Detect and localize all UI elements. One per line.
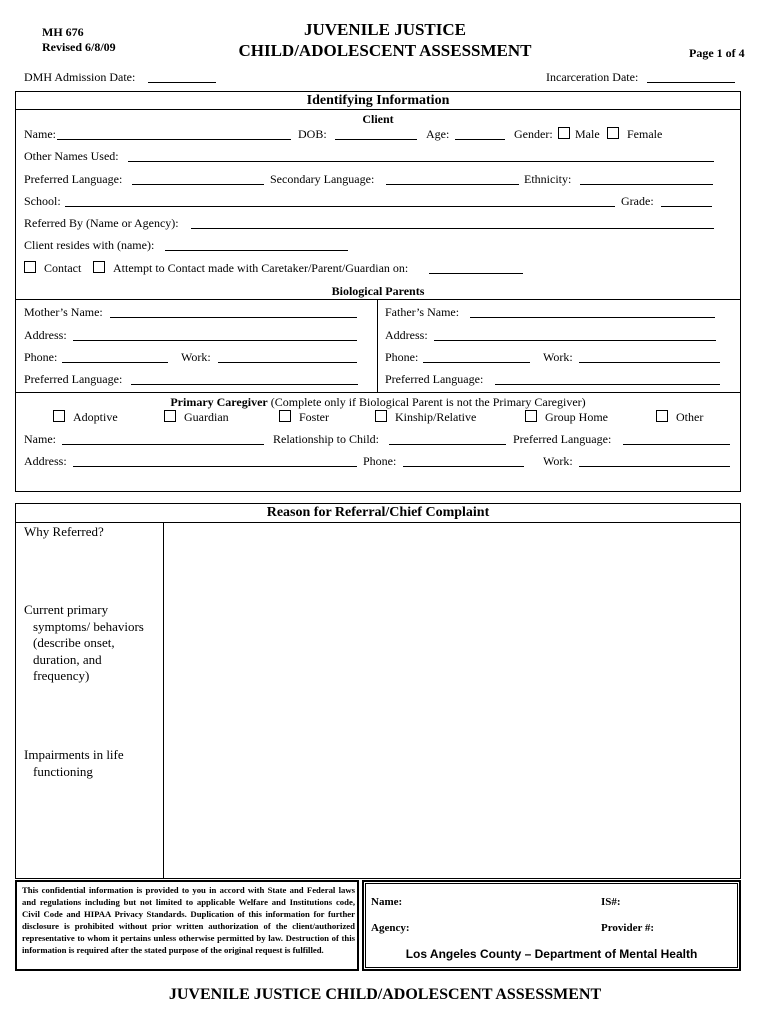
caregiver-preferred-language-field[interactable] (623, 444, 730, 445)
school-label: School: (24, 194, 61, 208)
primary-caregiver-heading (15, 395, 741, 410)
other-names-field[interactable] (128, 161, 714, 162)
incarceration-field[interactable] (647, 82, 735, 83)
client-heading: Client (362, 112, 394, 126)
referral-title-divider (15, 522, 741, 523)
secondary-language-label: Secondary Language: (270, 172, 375, 186)
symptoms-line-4: duration, and (33, 651, 102, 667)
other-names-label: Other Names Used: (24, 149, 119, 163)
caregiver-name-label: Name: (24, 432, 56, 446)
caregiver-relationship-field[interactable] (389, 444, 506, 445)
client-dob-field[interactable] (335, 139, 417, 140)
gender-female-checkbox[interactable] (607, 127, 619, 139)
caregiver-group-home-checkbox[interactable] (525, 410, 537, 422)
caregiver-guardian-checkbox[interactable] (164, 410, 176, 422)
mother-preferred-language-field[interactable] (131, 384, 358, 385)
father-preferred-language-label: Preferred Language: (385, 372, 484, 386)
client-name-label: Name: (24, 127, 56, 141)
mother-address-label: Address: (24, 328, 67, 342)
symptoms-label (24, 602, 144, 685)
attempt-contact-date-field[interactable] (429, 273, 523, 274)
gender-male-checkbox[interactable] (558, 127, 570, 139)
caregiver-other-label: Other (676, 410, 704, 424)
mother-preferred-language-label: Preferred Language: (24, 372, 123, 386)
confidential-notice: This confidential information is provided to you in accord with State and Federal laws and regulations including but not limited to applicable Welfare and Institutions code, Civil Code and HIPAA Privacy Standards. Duplication of this information for further disclosure is prohibited without prior written authorization of the client/authorized representative to whom it pertains unless otherwise permitted by law. Destruction of this information is required after the stated purpose of the original request is fulfilled. (22, 885, 355, 955)
mother-address-field[interactable] (73, 340, 357, 341)
father-preferred-language-field[interactable] (495, 384, 720, 385)
caregiver-work-label: Work: (543, 454, 573, 468)
form-number: MH 676 (42, 25, 84, 39)
resides-with-field[interactable] (165, 250, 348, 251)
mother-phone-label: Phone: (24, 350, 58, 364)
footer-agency-label: Agency: (371, 922, 410, 934)
resides-with-label: Client resides with (name): (24, 238, 155, 252)
biological-parents-heading: Biological Parents (331, 284, 425, 298)
caregiver-phone-field[interactable] (403, 466, 524, 467)
father-work-field[interactable] (579, 362, 720, 363)
page-number: Page 1 of 4 (689, 46, 745, 60)
school-field[interactable] (65, 206, 615, 207)
county-department: Los Angeles County – Department of Mental Health (405, 947, 698, 961)
preferred-language-label: Preferred Language: (24, 172, 123, 186)
client-age-field[interactable] (455, 139, 505, 140)
caregiver-kinship-label: Kinship/Relative (395, 410, 477, 424)
caregiver-preferred-language-label: Preferred Language: (513, 432, 612, 446)
gender-male-label: Male (575, 127, 600, 141)
client-age-label: Age: (426, 127, 450, 141)
fathers-name-label: Father’s Name: (385, 305, 460, 319)
bottom-title: JUVENILE JUSTICE CHILD/ADOLESCENT ASSESSMENT (168, 986, 602, 1003)
preferred-language-field[interactable] (132, 184, 264, 185)
mothers-name-label: Mother’s Name: (24, 305, 103, 319)
caregiver-group-home-label: Group Home (545, 410, 608, 424)
symptoms-line-5: frequency) (33, 668, 90, 683)
caregiver-relationship-label: Relationship to Child: (273, 432, 380, 446)
caregiver-name-field[interactable] (62, 444, 264, 445)
primary-caregiver-note: (Complete only if Biological Parent is not the Primary Caregiver) (270, 395, 586, 409)
revised-date: Revised 6/8/09 (42, 40, 116, 54)
father-phone-label: Phone: (385, 350, 419, 364)
mother-work-label: Work: (181, 350, 211, 364)
father-address-field[interactable] (434, 340, 716, 341)
secondary-language-field[interactable] (386, 184, 519, 185)
bio-parents-top-divider (15, 299, 741, 300)
caregiver-adoptive-checkbox[interactable] (53, 410, 65, 422)
father-address-label: Address: (385, 328, 428, 342)
referral-response-area[interactable] (167, 525, 738, 876)
caregiver-adoptive-label: Adoptive (73, 410, 118, 424)
grade-field[interactable] (661, 206, 712, 207)
caregiver-work-field[interactable] (579, 466, 730, 467)
client-name-field[interactable] (57, 139, 291, 140)
impairments-label (24, 747, 124, 780)
contact-checkbox[interactable] (24, 261, 36, 273)
symptoms-line-2: symptoms/ behaviors (33, 618, 144, 634)
father-work-label: Work: (543, 350, 573, 364)
impairments-line-2: functioning (33, 763, 93, 779)
mother-work-field[interactable] (218, 362, 357, 363)
client-gender-label: Gender: (514, 127, 553, 141)
symptoms-line-1: Current primary (24, 602, 109, 617)
referred-by-label: Referred By (Name or Agency): (24, 216, 179, 230)
caregiver-phone-label: Phone: (363, 454, 397, 468)
primary-caregiver-title: Primary Caregiver (170, 395, 268, 409)
identifying-information-title: Identifying Information (306, 93, 450, 108)
contact-label: Contact (44, 261, 82, 275)
attempt-contact-checkbox[interactable] (93, 261, 105, 273)
caregiver-address-label: Address: (24, 454, 67, 468)
title-divider (15, 109, 741, 110)
grade-label: Grade: (621, 194, 654, 208)
fathers-name-field[interactable] (470, 317, 715, 318)
referral-column-divider (163, 522, 164, 879)
page-title-line2: CHILD/ADOLESCENT ASSESSMENT (238, 41, 532, 60)
attempt-contact-label: Attempt to Contact made with Caretaker/Parent/Guardian on: (113, 261, 409, 275)
footer-name-label: Name: (371, 896, 403, 908)
footer-is-label: IS#: (601, 896, 621, 908)
mother-phone-field[interactable] (62, 362, 168, 363)
caregiver-address-field[interactable] (73, 466, 357, 467)
mothers-name-field[interactable] (110, 317, 357, 318)
caregiver-foster-label: Foster (299, 410, 329, 424)
caregiver-guardian-label: Guardian (184, 410, 229, 424)
dmh-admission-label: DMH Admission Date: (24, 70, 136, 84)
impairments-line-1: Impairments in life (24, 747, 124, 762)
bio-parents-center-divider (377, 299, 378, 392)
ethnicity-label: Ethnicity: (524, 172, 572, 186)
page-title-line1: JUVENILE JUSTICE (303, 20, 466, 39)
footer-provider-label: Provider #: (601, 922, 655, 934)
bio-parents-bottom-divider (15, 392, 741, 393)
gender-female-label: Female (627, 127, 663, 141)
caregiver-other-checkbox[interactable] (656, 410, 668, 422)
reason-for-referral-title: Reason for Referral/Chief Complaint (266, 505, 490, 520)
referred-by-field[interactable] (191, 228, 714, 229)
father-phone-field[interactable] (423, 362, 530, 363)
client-dob-label: DOB: (298, 127, 327, 141)
dmh-admission-field[interactable] (148, 82, 216, 83)
why-referred-label: Why Referred? (24, 524, 104, 539)
symptoms-line-3: (describe onset, (33, 635, 115, 650)
caregiver-kinship-checkbox[interactable] (375, 410, 387, 422)
caregiver-foster-checkbox[interactable] (279, 410, 291, 422)
ethnicity-field[interactable] (580, 184, 713, 185)
incarceration-label: Incarceration Date: (546, 70, 639, 84)
